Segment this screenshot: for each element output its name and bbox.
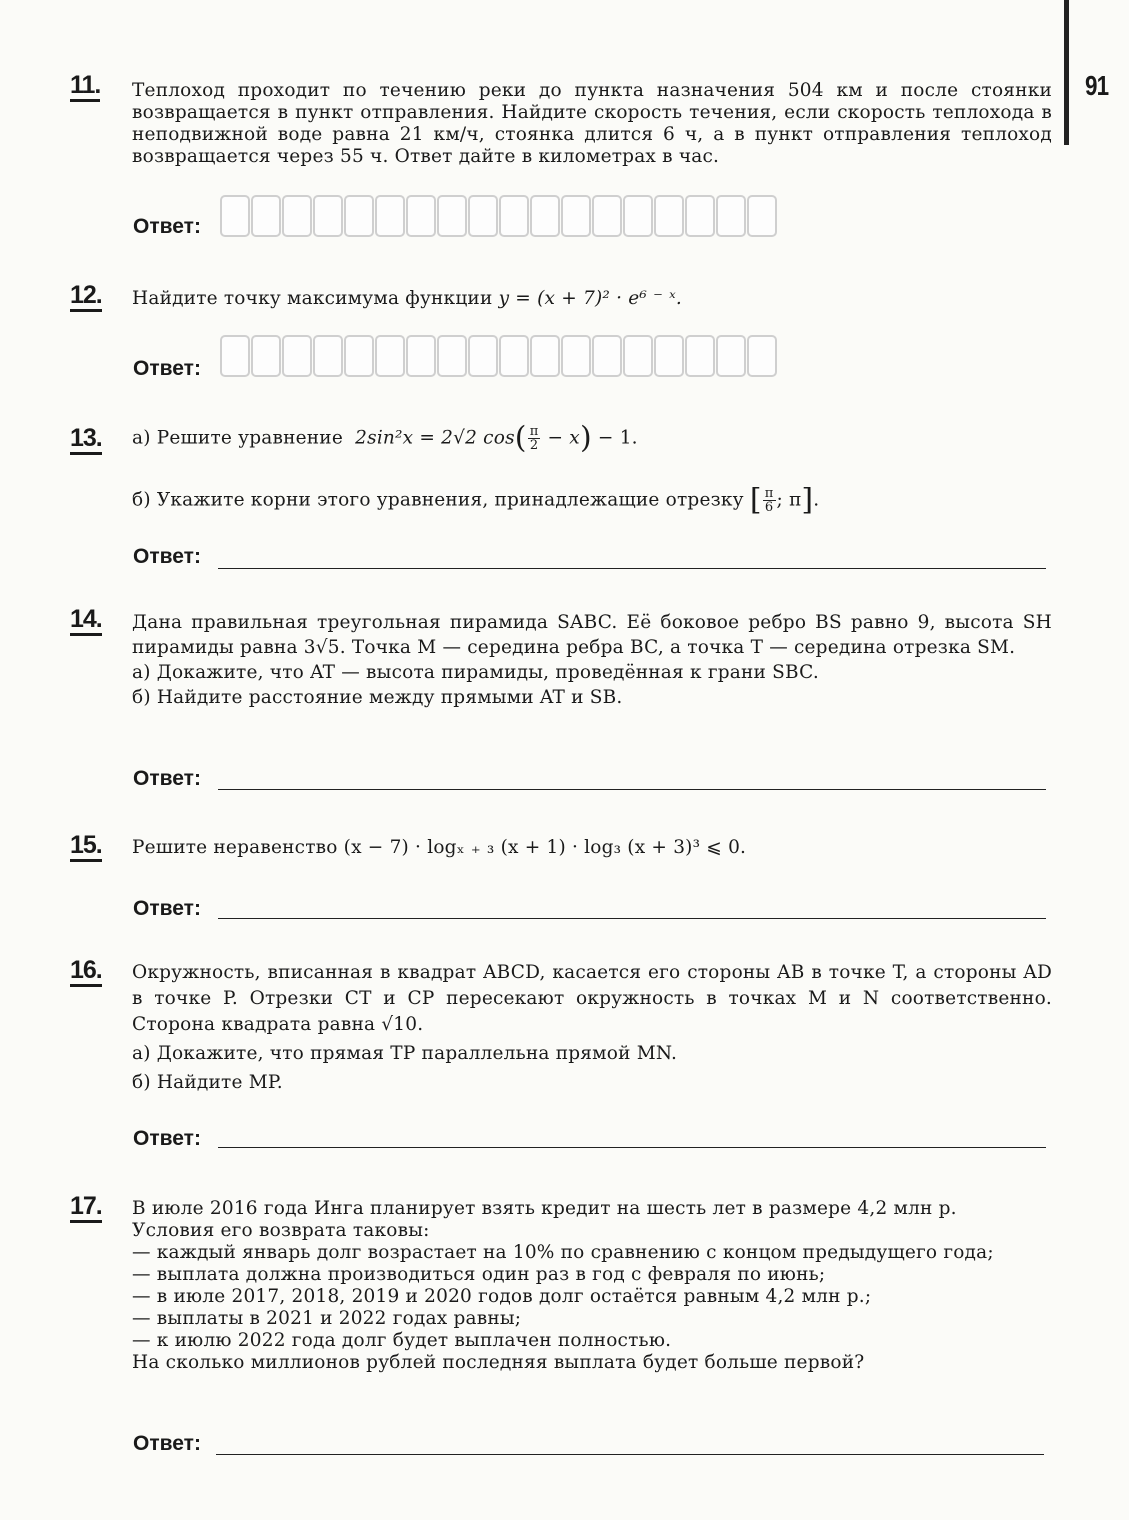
task-part-a: а) Докажите, что AT — высота пирамиды, проведённая к грани SBC. [132,662,819,683]
task-part-b: б) Укажите корни этого уравнения, принадлежащие отрезку [ $\frac{\pi}{6}$ ; π]. [132,482,820,518]
formula-inner: − x [541,427,580,449]
answer-cell[interactable] [716,335,746,377]
task-text [132,960,1052,1096]
task-line: — выплата должна производиться один раз в год с февраля по июнь; [132,1264,826,1285]
answer-cell[interactable] [251,335,281,377]
paren-open: ( [514,420,527,456]
task-line: — выплаты в 2021 и 2022 годах равны; [132,1308,522,1329]
task-number: 17. [70,1193,102,1223]
answer-cell[interactable] [685,195,715,237]
paren-close: ) [579,420,592,456]
task-line: Условия его возврата таковы: [132,1220,430,1241]
task-condition: Дана правильная треугольная пирамида SABC. Её боковое ребро BS равно 9, высота SH пирамиды равна 3√5. Точка M — середина ребра BC, а точка T — середина отрезка SM. [132,612,1052,658]
answer-cells-11[interactable] [220,195,778,237]
answer-label: Ответ: [133,545,201,568]
answer-label: Ответ: [133,357,201,380]
task-number: 16. [70,957,102,987]
task-text: Теплоход проходит по течению реки до пункта назначения 504 км и после стоянки возвращается в пункт отправления. Найдите скорость течения, если скорость теплохода в неподвижной воде равна 21 км/ч, стоянка длится 6 ч, а в пункт отправления теплоход возвращается через 55 ч. Ответ дайте в километрах в час. [132,80,1052,167]
answer-line-13[interactable] [218,568,1046,569]
task-part-a [132,420,1052,456]
answer-cell[interactable] [623,335,653,377]
answer-cell[interactable] [592,335,622,377]
task-text [132,610,1052,710]
task-part-b: б) Найдите MP. [132,1072,283,1093]
answer-label: Ответ: [133,1127,201,1150]
answer-cell[interactable] [561,195,591,237]
answer-cell[interactable] [282,335,312,377]
task-line: — к июлю 2022 года долг будет выплачен полностью. [132,1330,672,1351]
task-text-lead: Найдите точку максимума функции [132,288,493,309]
answer-label: Ответ: [133,767,201,790]
answer-cell[interactable] [530,335,560,377]
bracket-open: [ [749,482,762,518]
answer-cell[interactable] [437,195,467,237]
answer-cells-12[interactable] [220,335,778,377]
task-line: На сколько миллионов рублей последняя выплата будет больше первой? [132,1352,865,1373]
task-line: В июле 2016 года Инга планирует взять кредит на шесть лет в размере 4,2 млн р. [132,1198,957,1219]
answer-cell[interactable] [375,335,405,377]
answer-cell[interactable] [220,335,250,377]
part-b-text: б) Укажите корни этого уравнения, принадлежащие отрезку [132,489,744,511]
answer-line-14[interactable] [218,789,1046,790]
fraction-top: π [529,424,539,439]
page-number: 91 [1085,70,1109,101]
fraction-bottom: 6 [764,500,774,515]
answer-cell[interactable] [499,335,529,377]
answer-cell[interactable] [592,195,622,237]
answer-cell[interactable] [499,195,529,237]
answer-cell[interactable] [561,335,591,377]
task-number: 12. [70,282,102,312]
answer-line-16[interactable] [218,1147,1046,1148]
task-text [132,1198,1052,1374]
answer-cell[interactable] [251,195,281,237]
answer-cell[interactable] [468,195,498,237]
answer-line-17[interactable] [216,1454,1044,1455]
bracket-close: ] [801,482,814,518]
formula-rhs: − 1. [591,427,638,449]
page-edge-bar [1064,0,1069,145]
answer-cell[interactable] [344,335,374,377]
answer-cell[interactable] [468,335,498,377]
answer-cell[interactable] [747,195,777,237]
task-number: 14. [70,606,102,636]
task-text: Решите неравенство (x − 7) · logₓ ₊ ₃ (x + 1) · log₃ (x + 3)³ ⩽ 0. [132,837,747,858]
task-number: 13. [70,425,102,455]
answer-cell[interactable] [313,335,343,377]
part-a-text: а) Решите уравнение [132,427,343,449]
task-part-a: а) Докажите, что прямая TP параллельна прямой MN. [132,1043,678,1064]
answer-cell[interactable] [623,195,653,237]
answer-cell[interactable] [747,335,777,377]
task-text [132,288,1052,310]
task-part-b: б) Найдите расстояние между прямыми AT и SB. [132,687,623,708]
formula: y = (x + 7)² · e⁶ ⁻ ˣ. [498,288,682,309]
task-number: 15. [70,832,102,862]
answer-cell[interactable] [685,335,715,377]
answer-cell[interactable] [530,195,560,237]
answer-cell[interactable] [344,195,374,237]
answer-cell[interactable] [220,195,250,237]
interval-rest: ; π [776,489,802,511]
fraction [528,425,541,452]
answer-cell[interactable] [313,195,343,237]
answer-line-15[interactable] [218,918,1046,919]
answer-label: Ответ: [133,215,201,238]
answer-cell[interactable] [406,335,436,377]
answer-cell[interactable] [375,195,405,237]
answer-label: Ответ: [133,1432,201,1455]
formula-lhs: 2sin²x = 2√2 cos [355,427,515,449]
fraction-top: π [764,486,774,501]
answer-label: Ответ: [133,897,201,920]
fraction [763,487,776,514]
task-line: — в июле 2017, 2018, 2019 и 2020 годов долг остаётся равным 4,2 млн р.; [132,1286,872,1307]
fraction-bottom: 2 [529,438,539,453]
answer-cell[interactable] [716,195,746,237]
task-number: 11. [70,72,100,102]
answer-cell[interactable] [437,335,467,377]
task-condition: Окружность, вписанная в квадрат ABCD, касается его стороны AB в точке T, а стороны AD в точке P. Отрезки CT и CP пересекают окружность в точках M и N соответственно. Сторона квадрата равна √10. [132,962,1052,1035]
answer-cell[interactable] [406,195,436,237]
answer-cell[interactable] [654,195,684,237]
task-line: — каждый январь долг возрастает на 10% по сравнению с концом предыдущего года; [132,1242,994,1263]
answer-cell[interactable] [282,195,312,237]
answer-cell[interactable] [654,335,684,377]
